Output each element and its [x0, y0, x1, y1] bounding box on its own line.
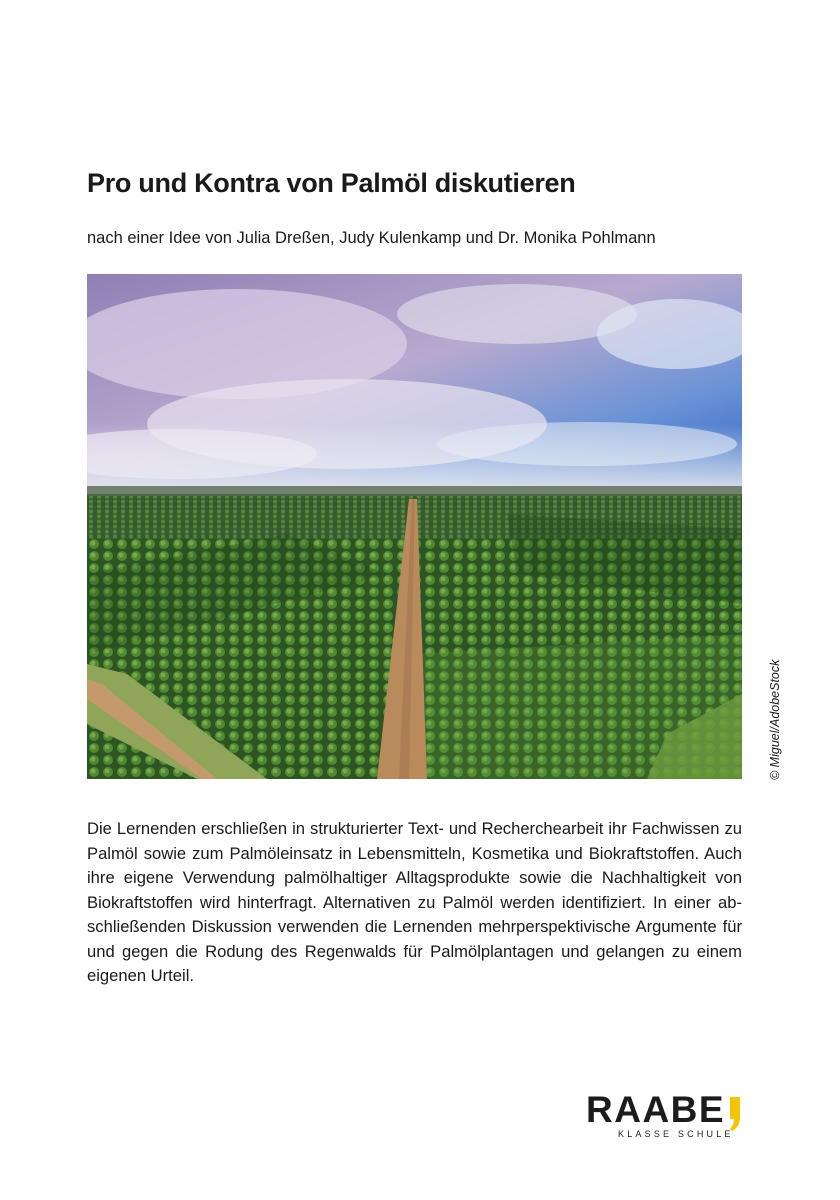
logo-comma-icon — [729, 1097, 741, 1131]
raabe-logo — [586, 1090, 746, 1140]
logo-tagline: KLASSE SCHULE — [618, 1129, 734, 1139]
authors-line: nach einer Idee von Julia Dreßen, Judy Kulenkamp und Dr. Monika Pohlmann — [87, 229, 656, 247]
page-title: Pro und Kontra von Palmöl diskutieren — [87, 168, 576, 198]
image-credit: © Miguel/AdobeStock — [768, 659, 782, 780]
description-paragraph: Die Lernenden erschließen in strukturierter Text- und Recherchearbeit ihr Fachwissen zu Palmöl sowie zum Palmöleinsatz in Lebensmitteln, Kosmetika und Biokraftstoffen. Auch ihre eigene Verwendung palmölhaltiger Alltagsprodukte sowie die Nachhaltigkeit von Biokraftstoffen wird hinterfragt. Alternativen zu Palmöl werden identifiziert. In einer abschließenden Diskussion verwenden die Lernenden mehrperspektivische Argumente für und gegen die Rodung des Regenwalds für Palmölplantagen und gelangen zu einem eigenen Urteil. — [87, 819, 742, 985]
palm-plantation-photo — [87, 274, 742, 779]
logo-wordmark: RAABE — [586, 1089, 726, 1130]
